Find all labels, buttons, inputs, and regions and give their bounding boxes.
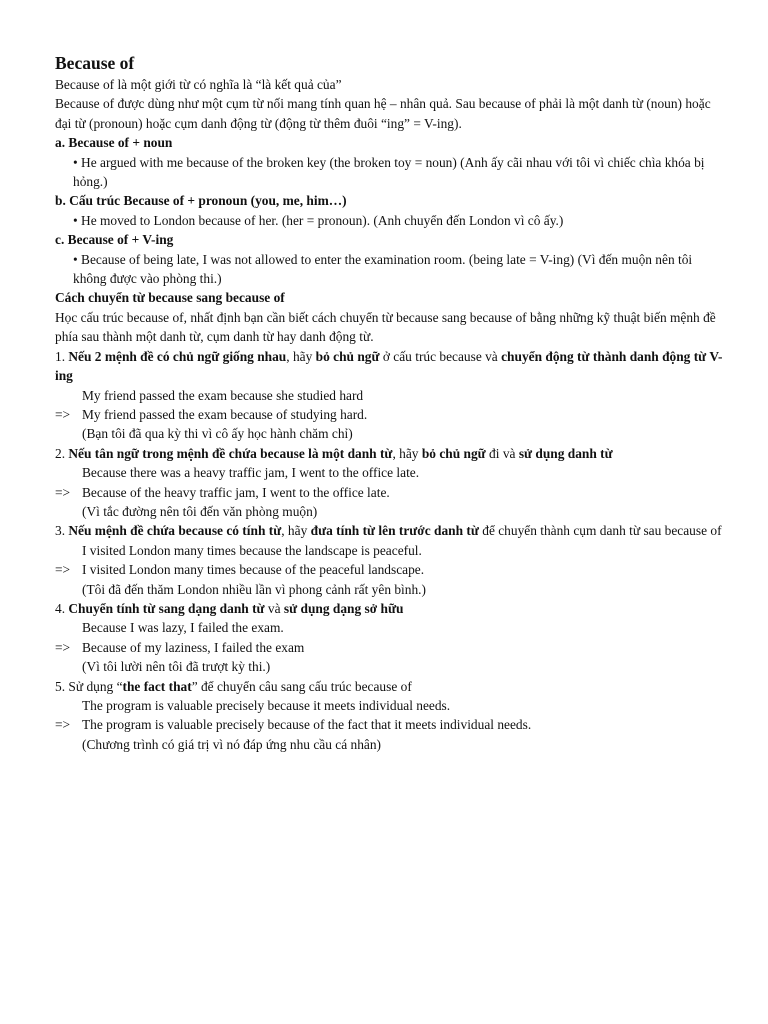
rule-1-result-row <box>55 405 728 424</box>
rule-1-result: My friend passed the exam because of studying hard. <box>82 406 368 422</box>
rule-2-bold-3: sử dụng danh từ <box>518 445 613 461</box>
rule-1-text-1: , hãy <box>286 348 316 364</box>
rule-3-result: I visited London many times because of the peaceful landscape. <box>82 562 425 578</box>
section-a-heading: a. Because of + noun <box>55 135 173 151</box>
rule-4-result: Because of my laziness, I failed the exam <box>82 639 305 655</box>
arrow-marker: => <box>55 484 71 500</box>
section-b-bullet: • He moved to London because of her. (her = pronoun). (Anh chuyển đến London vì cô ấy.) <box>73 212 564 228</box>
rule-2-example: Because there was a heavy traffic jam, I went to the office late. <box>82 465 420 481</box>
rule-3-translation: (Tôi đã đến thăm London nhiều lần vì phong cảnh rất yên bình.) <box>82 581 426 597</box>
rule-3-heading <box>55 521 728 540</box>
rule-1-text-2: ở cấu trúc because và <box>379 348 502 364</box>
rule-1-bold-2: bỏ chủ ngữ <box>315 348 380 364</box>
rule-3-bold-2: đưa tính từ lên trước danh từ <box>310 523 479 539</box>
rule-2-translation: (Vì tắc đường nên tôi đến văn phòng muộn) <box>82 503 318 519</box>
rule-1-example: My friend passed the exam because she studied hard <box>82 387 364 403</box>
rule-1-number: 1. <box>55 348 69 364</box>
rule-1-translation: (Bạn tôi đã qua kỳ thi vì cô ấy học hành chăm chỉ) <box>82 426 353 442</box>
rule-2-bold-1: Nếu tân ngữ trong mệnh đề chứa because là một danh từ <box>68 445 393 461</box>
rule-3-example: I visited London many times because the landscape is peaceful. <box>82 542 422 558</box>
rule-5-bold-1: the fact that <box>122 678 192 694</box>
rule-1-bold-1: Nếu 2 mệnh đề có chủ ngữ giống nhau <box>68 348 287 364</box>
rule-4-heading <box>55 599 728 618</box>
section-c-heading: c. Because of + V-ing <box>55 232 174 248</box>
rule-2-heading <box>55 444 728 463</box>
rule-2-bold-2: bỏ chủ ngữ <box>421 445 486 461</box>
rule-4-bold-1: Chuyển tính từ sang dạng danh từ <box>68 600 265 616</box>
rule-1-bold-3: chuyển động từ thành danh động từ V-ing <box>55 348 723 384</box>
rule-2-result: Because of the heavy traffic jam, I went to the office late. <box>82 484 390 500</box>
rule-3-bold-1: Nếu mệnh đề chứa because có tính từ <box>68 523 282 539</box>
rule-4-bold-2: sử dụng dạng sở hữu <box>283 600 404 616</box>
arrow-marker: => <box>55 562 71 578</box>
arrow-marker: => <box>55 717 71 733</box>
rule-4-example: Because I was lazy, I failed the exam. <box>82 620 284 636</box>
convert-intro: Học cấu trúc because of, nhất định bạn cần biết cách chuyển từ because sang because of bằng những kỹ thuật biến mệnh đề phía sau thành một danh từ, cụm danh từ hay danh động từ. <box>55 309 716 345</box>
rule-2-text-2: đi và <box>485 445 519 461</box>
rule-3-result-row <box>55 560 728 579</box>
section-a-bullet: • He argued with me because of the broken key (the broken toy = noun) (Anh ấy cãi nhau với tôi vì chiếc chìa khóa bị hỏng.) <box>73 154 705 190</box>
rule-2-number: 2. <box>55 445 69 461</box>
section-b-heading: b. Cấu trúc Because of + pronoun (you, me, him…) <box>55 193 347 209</box>
rule-2-text-1: , hãy <box>392 445 422 461</box>
intro-line-1: Because of là một giới từ có nghĩa là “là kết quả của” <box>55 77 342 92</box>
rule-5-result: The program is valuable precisely because of the fact that it meets individual needs. <box>82 717 532 733</box>
rule-5-text-1: ” để chuyển câu sang cấu trúc because of <box>191 678 412 694</box>
rule-1-heading <box>55 347 728 386</box>
rule-3-text-2: để chuyển thành cụm danh từ sau because of <box>478 523 722 539</box>
rule-5-translation: (Chương trình có giá trị vì nó đáp ứng nhu cầu cá nhân) <box>82 736 382 752</box>
rule-4-translation: (Vì tôi lười nên tôi đã trượt kỳ thi.) <box>82 659 271 675</box>
arrow-marker: => <box>55 639 71 655</box>
arrow-marker: => <box>55 406 71 422</box>
rule-4-result-row <box>55 638 728 657</box>
document-title: Because of <box>55 53 135 73</box>
convert-heading: Cách chuyển từ because sang because of <box>55 290 285 306</box>
rule-3-number: 3. <box>55 523 69 539</box>
rule-5-example: The program is valuable precisely because it meets individual needs. <box>82 698 451 713</box>
rule-2-result-row <box>55 483 728 502</box>
rule-5-result-row <box>55 715 728 734</box>
rule-4-text-1: và <box>264 600 284 616</box>
rule-5-heading <box>55 677 728 696</box>
rule-4-number: 4. <box>55 600 69 616</box>
intro-line-2: Because of được dùng như một cụm từ nối mang tính quan hệ – nhân quả. Sau because of phải là một danh từ (noun) hoặc đại từ (pronoun) hoặc cụm danh động từ (động từ thêm đuôi “ing” = V-ing). <box>55 96 711 131</box>
rule-5-number: 5. Sử dụng “ <box>55 678 123 694</box>
section-c-bullet: • Because of being late, I was not allowed to enter the examination room. (being late = V-ing) (Vì đến muộn nên tôi không được vào phòng thi.) <box>73 251 693 287</box>
rule-3-text-1: , hãy <box>281 523 311 539</box>
